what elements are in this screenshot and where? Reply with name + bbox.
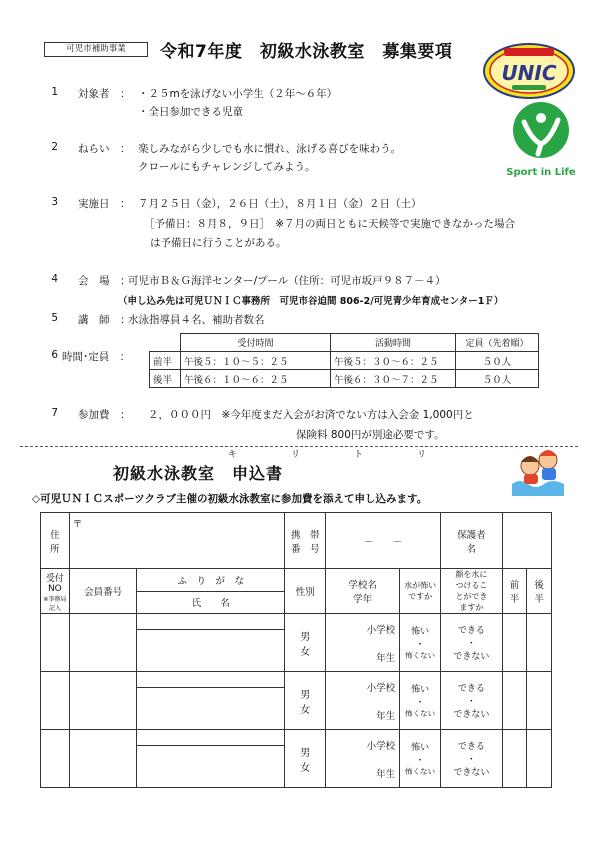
- activity-time: 午後６：３０～７：２５: [331, 370, 456, 388]
- item-label: 講 師 ：: [78, 314, 131, 326]
- second-half-cell[interactable]: [527, 672, 552, 730]
- item-number: 7: [51, 407, 58, 419]
- gender-cell[interactable]: 男 女: [285, 730, 326, 788]
- name-header: 氏 名: [137, 591, 285, 614]
- session-label: 前半: [150, 352, 181, 370]
- face-cell[interactable]: できる ・ できない: [441, 672, 503, 730]
- session-label: 後半: [150, 370, 181, 388]
- application-title: 初級水泳教室 申込書: [113, 464, 284, 483]
- school-cell[interactable]: 小学校 年生: [326, 614, 400, 672]
- fee-line-2: 保険料 800円が別途必要です。: [296, 429, 445, 441]
- date-line-1: ７月２５日（金），２６日（土），８月１日（金）２日（土）: [138, 198, 422, 210]
- date-line-2: ［予備日：８月８，９日］ ※７月の両日ともに天候等で実施できなかった場合: [144, 218, 516, 230]
- aim-line-1: 楽しみながら少しでも水に慣れ、泳げる喜びを味わう。: [138, 143, 402, 155]
- target-line-2: ・全日参加できる児童: [138, 106, 243, 118]
- name-cell[interactable]: [137, 630, 285, 672]
- item-label: 参加費 ：: [78, 409, 131, 421]
- application-form: [40, 512, 552, 788]
- name-cell[interactable]: [137, 746, 285, 788]
- first-half-header: 前 半: [502, 569, 527, 614]
- second-half-header: 後 半: [527, 569, 552, 614]
- unic-logo-text: UNIC: [501, 61, 557, 85]
- item-label: 時間･定員 ：: [62, 351, 131, 363]
- second-half-cell[interactable]: [527, 730, 552, 788]
- fear-cell[interactable]: 怖い ・ 怖くない: [400, 614, 441, 672]
- reception-no-cell[interactable]: [41, 614, 70, 672]
- header-activity: 活動時間: [331, 334, 456, 352]
- sport-in-life-text: Sport in Life: [506, 167, 576, 178]
- application-note: ◇可児ＵＮＩＣスポーツクラブ主催の初級水泳教室に参加費を添えて申し込みます。: [32, 493, 428, 505]
- item-label: 実施日 ：: [78, 198, 131, 210]
- guardian-label: 保護者 名: [441, 513, 503, 569]
- reception-time: 午後５：１０～５：２５: [181, 352, 331, 370]
- face-cell[interactable]: できる ・ できない: [441, 614, 503, 672]
- item-number: 1: [51, 86, 58, 98]
- school-cell[interactable]: 小学校 年生: [326, 672, 400, 730]
- instructors-line: 水泳指導員４名、補助者数名: [128, 314, 265, 326]
- item-label: ねらい ：: [78, 143, 131, 155]
- reception-no-header: 受付 NO ※事務局 記入: [41, 569, 70, 614]
- mobile-field[interactable]: － －: [326, 513, 441, 569]
- item-number: 5: [51, 312, 58, 324]
- date-line-3: は予備日に行うことがある。: [150, 237, 287, 249]
- fee-line-1: ２，０００円 ※今年度まだ入会がお済でない方は入会金 1,000円と: [148, 409, 474, 421]
- cut-line-text: キ リ ト リ: [228, 450, 427, 460]
- mobile-label: 携 帯 番 号: [285, 513, 326, 569]
- item-label: 対象者 ：: [78, 88, 131, 100]
- target-line-1: ・２５mを泳げない小学生（２年～６年）: [138, 88, 338, 100]
- capacity: ５０人: [456, 370, 539, 388]
- address-label: 住 所: [41, 513, 70, 569]
- item-number: 3: [51, 196, 58, 208]
- gender-header: 性別: [285, 569, 326, 614]
- sport-in-life-logo: [502, 100, 580, 182]
- gender-cell[interactable]: 男 女: [285, 672, 326, 730]
- item-label: 会 場 ：: [78, 275, 131, 287]
- subsidy-label: 可児市補助事業: [44, 42, 148, 57]
- school-header: 学校名 学年: [326, 569, 400, 614]
- address-field[interactable]: [69, 513, 284, 569]
- venue-line-2: （申し込み先は可児ＵＮＩＣ事務所 可児市谷迫間 806-2/可児青少年育成センター1Ｆ）: [118, 296, 504, 307]
- page-title: 令和7年度 初級水泳教室 募集要項: [160, 42, 453, 62]
- member-number-cell[interactable]: [69, 730, 137, 788]
- postal-mark: 〒: [72, 519, 83, 530]
- member-number-header: 会員番号: [69, 569, 137, 614]
- item-number: 2: [51, 141, 58, 153]
- reception-time: 午後６：１０～６：２５: [181, 370, 331, 388]
- unic-logo: [482, 42, 577, 100]
- schedule-table: [149, 333, 539, 388]
- name-cell[interactable]: [137, 688, 285, 730]
- furigana-cell[interactable]: [137, 672, 285, 688]
- furigana-cell[interactable]: [137, 614, 285, 630]
- item-number: 4: [51, 273, 58, 285]
- member-number-cell[interactable]: [69, 614, 137, 672]
- face-cell[interactable]: できる ・ できない: [441, 730, 503, 788]
- first-half-cell[interactable]: [502, 672, 527, 730]
- venue-line-1: 可児市Ｂ＆Ｇ海洋センター/プール（住所：可児市坂戸９８７－４）: [128, 275, 446, 287]
- header-capacity: 定員（先着順）: [456, 334, 539, 352]
- aim-line-2: クロールにもチャレンジしてみよう。: [138, 161, 316, 173]
- reception-no-cell[interactable]: [41, 730, 70, 788]
- first-half-cell[interactable]: [502, 614, 527, 672]
- guardian-field[interactable]: [502, 513, 551, 569]
- capacity: ５０人: [456, 352, 539, 370]
- gender-cell[interactable]: 男 女: [285, 614, 326, 672]
- header-reception: 受付時間: [181, 334, 331, 352]
- reception-no-cell[interactable]: [41, 672, 70, 730]
- activity-time: 午後５：３０～６：２５: [331, 352, 456, 370]
- member-number-cell[interactable]: [69, 672, 137, 730]
- furigana-cell[interactable]: [137, 730, 285, 746]
- item-number: 6: [51, 349, 58, 361]
- fear-header: 水が怖い ですか: [400, 569, 441, 614]
- first-half-cell[interactable]: [502, 730, 527, 788]
- second-half-cell[interactable]: [527, 614, 552, 672]
- fear-cell[interactable]: 怖い ・ 怖くない: [400, 672, 441, 730]
- face-header: 顔を水に つけるこ とができ ますか: [441, 569, 503, 614]
- swimming-kids-illustration: [512, 440, 564, 496]
- furigana-header: ふ り が な: [137, 569, 285, 592]
- fear-cell[interactable]: 怖い ・ 怖くない: [400, 730, 441, 788]
- school-cell[interactable]: 小学校 年生: [326, 730, 400, 788]
